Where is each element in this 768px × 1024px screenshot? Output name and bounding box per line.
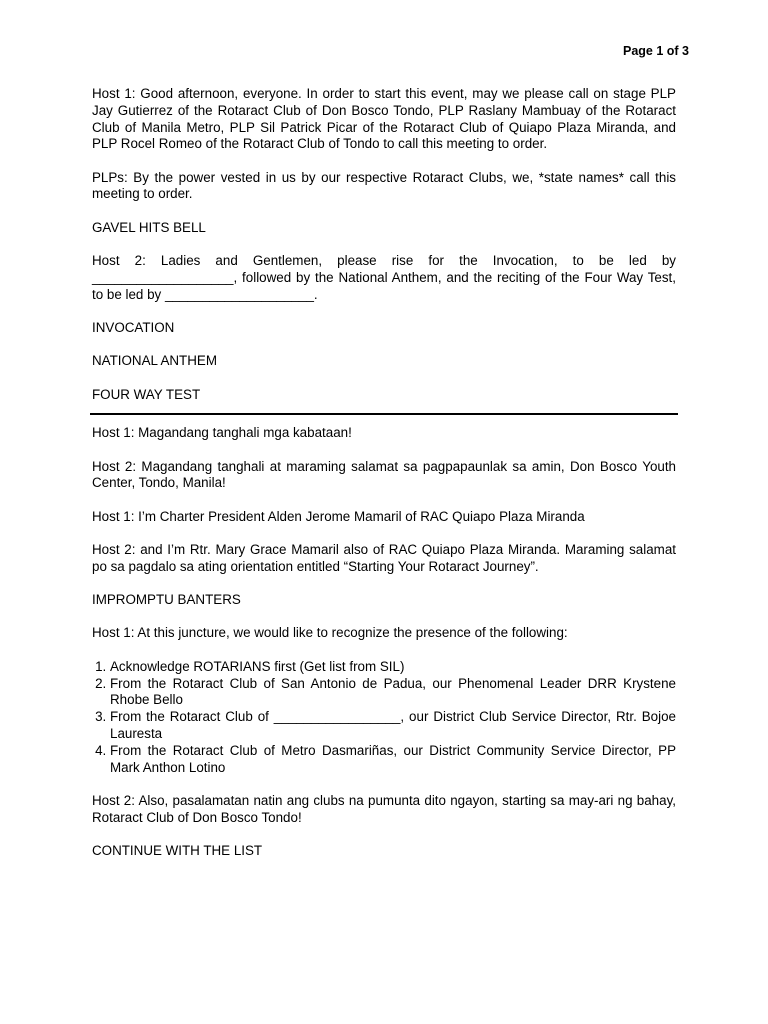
list-item: 3. From the Rotaract Club of _________________, our District Club Service Director, Rtr. Bojoe Lauresta [110, 709, 676, 743]
impromptu-banters: IMPROMPTU BANTERS [92, 592, 241, 608]
host2-greeting: Host 2: Magandang tanghali at maraming salamat sa pagpapaunlak sa amin, Don Bosco Youth Center, Tondo, Manila! [92, 458, 676, 491]
host2-introduction: Host 2: and I’m Rtr. Mary Grace Mamaril also of RAC Quiapo Plaza Miranda. Maraming salamat po sa pagdalo sa ating orientation entitled “Starting Your Rotaract Journey”. [92, 542, 676, 574]
acknowledgement-list [92, 659, 676, 777]
section-divider [90, 413, 678, 415]
host1-recognition-intro: Host 1: At this juncture, we would like to recognize the presence of the following: [92, 625, 568, 641]
list-item: 1. Acknowledge ROTARIANS first (Get list from SIL) [110, 659, 676, 676]
continue-with-list: CONTINUE WITH THE LIST [92, 842, 263, 858]
list-item: 4. From the Rotaract Club of Metro Dasmariñas, our District Community Service Director, PP Mark Anthon Lotino [110, 743, 676, 777]
segment-four-way-test: FOUR WAY TEST [92, 386, 201, 402]
host2-clubs-thanks: Host 2: Also, pasalamatan natin ang clubs na pumunta dito ngayon, starting sa may-ari ng bahay, Rotaract Club of Don Bosco Tondo! [92, 792, 676, 825]
host2-invocation-call: Host 2: Ladies and Gentlemen, please rise for the Invocation, to be led by ___________________, followed by the National Anthem, and the reciting of the Four Way Test, to be led by ____________________. [92, 253, 676, 302]
segment-invocation: INVOCATION [92, 319, 175, 335]
plps-call-to-order: PLPs: By the power vested in us by our respective Rotaract Clubs, we, *state names* call this meeting to order. [92, 169, 676, 202]
page-number: Page 1 of 3 [623, 44, 689, 58]
segment-national-anthem: NATIONAL ANTHEM [92, 353, 217, 369]
host1-introduction: Host 1: I’m Charter President Alden Jerome Mamaril of RAC Quiapo Plaza Miranda [92, 508, 585, 524]
stage-direction-gavel: GAVEL HITS BELL [92, 219, 206, 235]
host1-call-to-order: Host 1: Good afternoon, everyone. In order to start this event, may we please call on stage PLP Jay Gutierrez of the Rotaract Club of Don Bosco Tondo, PLP Raslany Mambuay of the Rotaract Club of Manila Metro, PLP Sil Patrick Picar of the Rotaract Club of Quiapo Plaza Miranda, and PLP Rocel Romeo of the Rotaract Club of Tondo to call this meeting to order. [92, 86, 676, 152]
list-item: 2. From the Rotaract Club of San Antonio de Padua, our Phenomenal Leader DRR Krystene Rhobe Bello [110, 676, 676, 710]
host1-greeting: Host 1: Magandang tanghali mga kabataan! [92, 425, 352, 441]
document-body [92, 86, 676, 876]
